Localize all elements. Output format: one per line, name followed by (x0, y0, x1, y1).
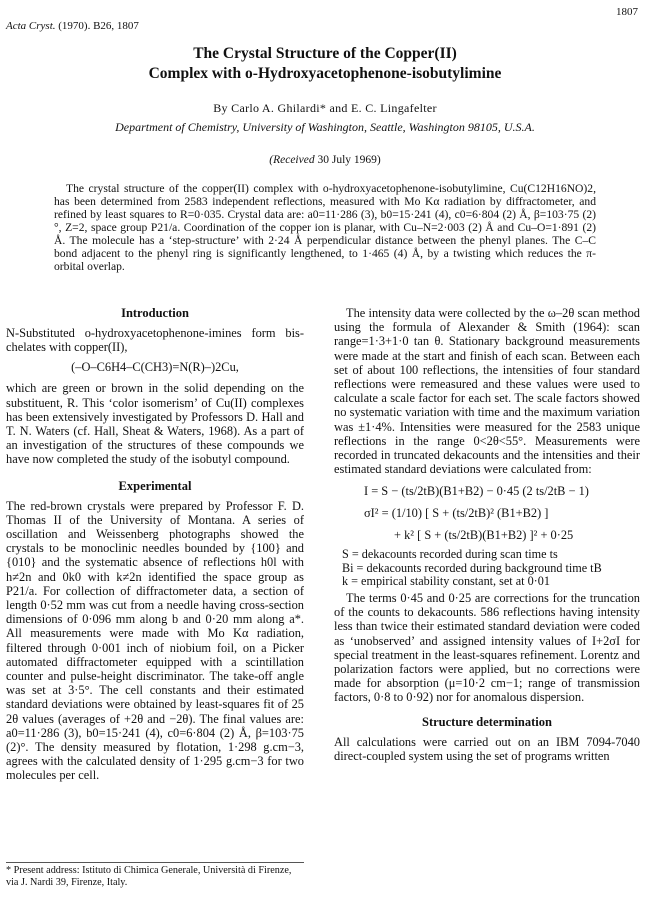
affiliation: Department of Chemistry, University of Washington, Seattle, Washington 98105, U.S.A. (115, 120, 535, 134)
journal-name: Acta Cryst. (6, 20, 56, 32)
introduction-paragraph-2: which are green or brown in the solid depending on the substituent, R. This ‘color isomerism’ of Cu(II) complexes has been extensively investigated by Professors D. Hall and T. N. Waters (cf. Hall, Sheat & Waters, 1968). As a part of an investigation of the structures of these compounds we have now completed the study of the isobutyl compound. (6, 381, 304, 467)
experimental-paragraph: The red-brown crystals were prepared by Professor F. D. Thomas II of the University of Montana. A series of oscillation and Weissenberg photographs showed the crystals to be monoclinic needles bounded by {100} and {010} and the systematic absence of reflections h0l with h≠2n and 0k0 with k≠2n identified the space group as P21/a. For collection of diffractometer data, a section of length 0·52 mm was cut from a needle having cross-section dimensions of 0·096 mm along b and 0·20 mm along a*. All measurements were made with Mo Kα radiation, filtered through 0·001 inch of niobium foil, on a Picker automated diffractometer equipped with a scintillation counter and pulse-height discriminator. The take-off angle was set at 3·5°. The cell constants and their estimated standard deviations were obtained by least-squares fit of 25 2θ values (averages of +2θ and −2θ). The final values are: a0=11·286 (3), b0=15·241 (4), c0=6·804 (2) Å, β=103·75 (2)°. The density measured by flotation, 1·298 g.cm−3, agrees with the calculated density of 1·295 g.cm−3 for two molecules per cell. (6, 498, 304, 783)
corrections-paragraph: The terms 0·45 and 0·25 are corrections for the truncation of the counts to dekacounts. 586 reflections having intensity less than twice their estimated standard deviation were coded as ‘unobserved’ and assigned intensity values of I+2σI for special treatment in the least-squares refinement. Lorentz and polarization factors were applied, but no corrections were made for absorption (μ=10·2 cm−1; range of transmission factors, 0·8 to 0·92) nor for anomalous dispersion. (334, 590, 640, 705)
equation-intensity: I = S − (ts/2tB)(B1+B2) − 0·45 (2 ts/2tB − 1) (364, 484, 589, 499)
journal-year: (1970). (58, 20, 91, 32)
page-number: 1807 (616, 6, 638, 18)
received-value: 30 July 1969) (317, 154, 381, 166)
received-label: (Received (269, 154, 315, 166)
received-date (0, 154, 650, 166)
title-line-1: The Crystal Structure of the Copper(II) (193, 45, 457, 62)
equations (364, 480, 640, 546)
definition-s: S = dekacounts recorded during scan time ts (342, 547, 558, 562)
abstract: The crystal structure of the copper(II) complex with o-hydroxyacetophenone-isobutylimine, Cu(C12H16NO)2, has been determined from 2583 independent reflections, measured with Mo Kα radiation by diffractometer, and refined by least squares to R=0·035. Crystal data are: a0=11·286 (3), b0=15·241 (4), c0=6·804 (2) Å, β=103·75 (2)°, Z=2, space group P21/a. Coordination of the copper ion is planar, with Cu–N=2·003 (2) Å and Cu–O=1·891 (2) Å. The molecule has a ‘step-structure’ with 2·24 Å perpendicular distance between the phenyl planes. The C–C bond adjacent to the phenyl ring is significantly lengthened, to 1·465 (4) Å, by a twisting which reduces the π-orbital overlap. (54, 182, 596, 273)
right-column (334, 306, 640, 763)
introduction-heading: Introduction (121, 306, 189, 320)
definition-k: k = empirical stability constant, set at 0·01 (342, 574, 550, 589)
left-column (6, 306, 304, 783)
equation-sigma-continued: + k² [ S + (ts/2tB)(B1+B2) ]² + 0·25 (394, 528, 574, 543)
intensity-paragraph: The intensity data were collected by the ω–2θ scan method using the formula of Alexander & Smith (1964): scan range=1·3+1·0 tan θ. Stationary background measurements were made at the start and finish of each scan. Between each set of about 100 reflections, the intensities of four standard reflections were remeasured and these values were used to calculate a scale factor for each set. The scale factors showed no systematic variation with time and the maximum variation was ±1·4%. Intensities were measured for the 2583 unique reflections in the range 0<2θ<55°. Measurements were recorded in truncated dekacounts and the intensities and their estimated standard deviations were calculated from: (334, 306, 640, 477)
definition-b: Bi = dekacounts recorded during background time tB (342, 560, 602, 575)
definitions (342, 548, 640, 589)
journal-reference: Acta Cryst. (1970). B26, 1807 (6, 20, 139, 32)
introduction-paragraph-1: N-Substituted o-hydroxyacetophenone-imines form bis-chelates with copper(II), (6, 326, 304, 355)
footnote: * Present address: Istituto di Chimica Generale, Università di Firenze, via J. Nardi 39, Firenze, Italy. (6, 862, 304, 889)
complex-formula: (–O–C6H4–C(CH3)=N(R)–)2Cu, (71, 360, 239, 375)
journal-volume: B26 (93, 20, 112, 32)
paper-title (0, 44, 650, 84)
equation-sigma: σI² = (1/10) [ S + (ts/2tB)² (B1+B2) ] (364, 506, 549, 521)
authors: By Carlo A. Ghilardi* and E. C. Lingafelter (213, 101, 437, 115)
title-line-2: Complex with o-Hydroxyacetophenone-isobutylimine (148, 65, 502, 82)
experimental-heading: Experimental (118, 478, 192, 493)
calculations-paragraph: All calculations were carried out on an IBM 7094-7040 direct-coupled system using the set of programs written (334, 734, 640, 763)
journal-page: 1807 (116, 20, 139, 32)
structure-determination-heading: Structure determination (422, 714, 552, 729)
